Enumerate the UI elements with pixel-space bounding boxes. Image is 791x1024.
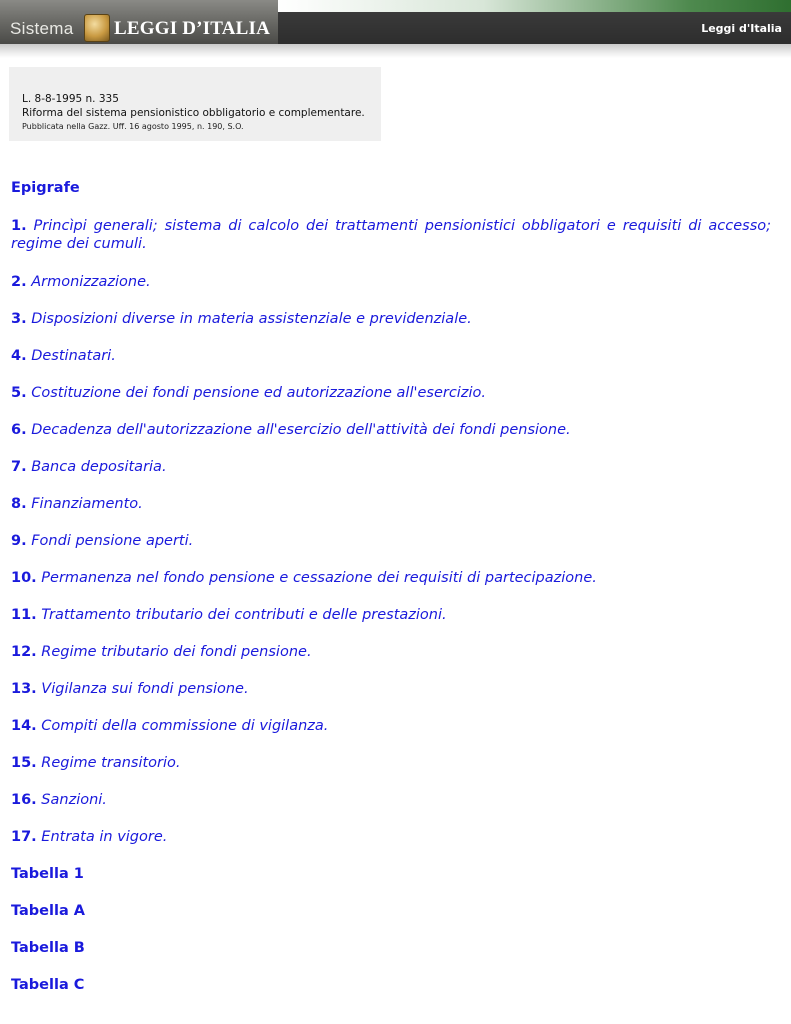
article-title: Decadenza dell'autorizzazione all'esercizio dell'attività dei fondi pensione. <box>31 422 571 438</box>
article-number: 17. <box>11 829 37 845</box>
toc-article-link[interactable] <box>11 828 771 846</box>
article-title: Destinatari. <box>31 348 116 364</box>
toc-article-link[interactable] <box>11 680 771 698</box>
article-number: 13. <box>11 681 37 697</box>
article-number: 2. <box>11 274 27 290</box>
header-banner <box>0 0 791 58</box>
article-number: 11. <box>11 607 37 623</box>
banner-shadow <box>0 44 791 58</box>
article-number: 15. <box>11 755 37 771</box>
article-number: 10. <box>11 570 37 586</box>
article-number: 4. <box>11 348 27 364</box>
toc-table-link[interactable]: Tabella A <box>11 903 86 919</box>
article-title: Princìpi generali; sistema di calcolo dei trattamenti pensionistici obbligatori e requisiti di accesso; regime dei cumuli. <box>11 218 771 252</box>
toc-article-link[interactable] <box>11 717 771 735</box>
article-number: 8. <box>11 496 27 512</box>
toc-article-link[interactable] <box>11 347 771 365</box>
toc-article-link[interactable] <box>11 310 771 328</box>
law-title: Riforma del sistema pensionistico obbligatorio e complementare. <box>22 107 365 119</box>
article-title: Vigilanza sui fondi pensione. <box>41 681 249 697</box>
article-title: Compiti della commissione di vigilanza. <box>41 718 329 734</box>
toc-epigrafe-link[interactable]: Epigrafe <box>11 180 80 196</box>
toc-article-link[interactable] <box>11 273 771 291</box>
article-title: Banca depositaria. <box>31 459 167 475</box>
toc-table-link[interactable]: Tabella C <box>11 977 85 993</box>
article-title: Permanenza nel fondo pensione e cessazione dei requisiti di partecipazione. <box>41 570 597 586</box>
article-number: 6. <box>11 422 27 438</box>
toc-article-link[interactable] <box>11 458 771 476</box>
law-info-box <box>9 67 381 141</box>
article-title: Sanzioni. <box>41 792 107 808</box>
law-publication: Pubblicata nella Gazz. Uff. 16 agosto 1995, n. 190, S.O. <box>22 122 244 131</box>
article-title: Armonizzazione. <box>31 274 151 290</box>
brand-sistema-label: Sistema <box>10 19 74 38</box>
brand-logo-icon <box>84 14 110 42</box>
article-title: Finanziamento. <box>31 496 143 512</box>
toc-table-link[interactable]: Tabella 1 <box>11 866 84 882</box>
article-title: Entrata in vigore. <box>41 829 168 845</box>
article-number: 5. <box>11 385 27 401</box>
toc-article-link[interactable] <box>11 569 771 587</box>
toc-article-link[interactable] <box>11 643 771 661</box>
toc-article-link[interactable] <box>11 384 771 402</box>
toc-article-link[interactable] <box>11 532 771 550</box>
toc-article-link[interactable] <box>11 754 771 772</box>
article-number: 14. <box>11 718 37 734</box>
toc-article-link[interactable] <box>11 495 771 513</box>
toc-article-link[interactable] <box>11 791 771 809</box>
article-number: 7. <box>11 459 27 475</box>
article-title: Costituzione dei fondi pensione ed autorizzazione all'esercizio. <box>31 385 486 401</box>
toc-article-link[interactable] <box>11 217 771 253</box>
toc-table-link[interactable]: Tabella B <box>11 940 85 956</box>
article-title: Regime transitorio. <box>41 755 181 771</box>
article-number: 16. <box>11 792 37 808</box>
article-number: 9. <box>11 533 27 549</box>
law-reference: L. 8-8-1995 n. 335 <box>22 93 119 105</box>
brand-name: LEGGI D’ITALIA <box>114 18 271 39</box>
toc-article-link[interactable] <box>11 421 771 439</box>
article-title: Disposizioni diverse in materia assistenziale e previdenziale. <box>31 311 472 327</box>
article-number: 3. <box>11 311 27 327</box>
toc-article-link[interactable] <box>11 606 771 624</box>
banner-green-stripe <box>278 0 791 12</box>
article-title: Trattamento tributario dei contributi e delle prestazioni. <box>41 607 447 623</box>
article-title: Fondi pensione aperti. <box>31 533 194 549</box>
leggi-ditalia-link[interactable]: Leggi d'Italia <box>701 22 782 35</box>
article-number: 1. <box>11 218 27 234</box>
article-title: Regime tributario dei fondi pensione. <box>41 644 312 660</box>
article-number: 12. <box>11 644 37 660</box>
